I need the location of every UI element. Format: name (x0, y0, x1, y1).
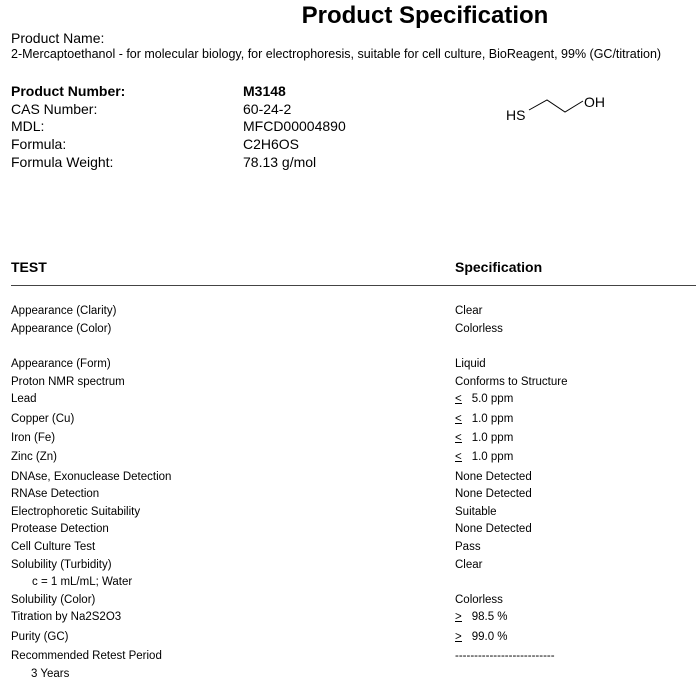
formula-weight-label: Formula Weight: (11, 154, 114, 170)
spec-text: -------------------------- (455, 650, 555, 662)
test-name: 3 Years (31, 668, 70, 680)
spec-text: Liquid (455, 358, 486, 370)
spec-value (455, 323, 503, 335)
spec-text: Conforms to Structure (455, 376, 568, 388)
test-name: Zinc (Zn) (11, 451, 57, 463)
spec-text: 98.5 % (471, 611, 508, 623)
spec-value (455, 432, 513, 444)
structure-oh-label: OH (584, 94, 605, 110)
test-name: Iron (Fe) (11, 432, 56, 444)
less-equal-symbol: < (455, 413, 462, 425)
test-name: RNAse Detection (11, 488, 100, 500)
spec-value (455, 488, 532, 500)
test-column-header: TEST (11, 259, 47, 275)
less-equal-symbol: < (455, 451, 462, 463)
product-name-value: 2-Mercaptoethanol - for molecular biology, for electrophoresis, suitable for cell culture, BioReagent, 99% (GC/titration) (11, 47, 662, 61)
greater-equal-symbol: > (455, 631, 462, 643)
spec-value (455, 594, 503, 606)
test-name: Recommended Retest Period (11, 650, 162, 662)
spec-text: Colorless (455, 594, 503, 606)
test-name: Solubility (Turbidity) (11, 559, 112, 571)
product-name-label: Product Name: (11, 30, 105, 46)
spec-value (455, 611, 508, 623)
spec-value (455, 471, 532, 483)
spec-text: None Detected (455, 471, 532, 483)
structure-hs-label: HS (506, 107, 526, 123)
mdl-label: MDL: (11, 118, 45, 134)
spec-value (455, 523, 532, 535)
test-name: Purity (GC) (11, 631, 69, 643)
formula-value: C2H6OS (243, 136, 300, 152)
spec-value (455, 376, 567, 388)
formula-label: Formula: (11, 136, 67, 152)
less-equal-symbol: < (455, 432, 462, 444)
spec-value (455, 393, 513, 405)
spec-text: Colorless (455, 323, 503, 335)
cas-number-value: 60-24-2 (243, 101, 292, 117)
test-name: Titration by Na2S2O3 (11, 611, 122, 623)
test-name: Electrophoretic Suitability (11, 506, 141, 518)
structure-bonds (529, 100, 583, 112)
test-name: Appearance (Clarity) (11, 305, 117, 317)
test-name: Solubility (Color) (11, 594, 96, 606)
spec-value (455, 506, 497, 518)
spec-text: None Detected (455, 523, 532, 535)
spec-text: 1.0 ppm (471, 413, 514, 425)
product-number-label: Product Number: (11, 83, 126, 99)
spec-value (455, 541, 481, 553)
cas-number-label: CAS Number: (11, 101, 98, 117)
chemical-structure (500, 90, 610, 130)
spec-text: Clear (455, 559, 483, 571)
formula-weight-value: 78.13 g/mol (243, 154, 317, 170)
spec-value (455, 631, 508, 643)
spec-value (455, 305, 482, 317)
spec-value (455, 559, 482, 571)
header-divider (11, 285, 696, 286)
test-name: Lead (11, 393, 37, 405)
spec-text: Suitable (455, 506, 497, 518)
spec-text: 5.0 ppm (471, 393, 514, 405)
test-name: Appearance (Color) (11, 323, 112, 335)
spec-text: 1.0 ppm (471, 432, 514, 444)
test-name: Protease Detection (11, 523, 109, 535)
less-equal-symbol: < (455, 393, 462, 405)
test-name: Appearance (Form) (11, 358, 111, 370)
page-title: Product Specification (301, 2, 549, 29)
spec-text: 99.0 % (471, 631, 508, 643)
spec-value (455, 413, 513, 425)
spec-value (455, 650, 555, 662)
product-number-value: M3148 (243, 83, 286, 99)
mdl-value: MFCD00004890 (243, 118, 346, 134)
test-name: Copper (Cu) (11, 413, 75, 425)
spec-text: None Detected (455, 488, 532, 500)
spec-text: Pass (455, 541, 481, 553)
test-name: Cell Culture Test (11, 541, 96, 553)
test-name: c = 1 mL/mL; Water (32, 576, 133, 588)
test-name: Proton NMR spectrum (11, 376, 125, 388)
test-name: DNAse, Exonuclease Detection (11, 471, 172, 483)
spec-text: 1.0 ppm (471, 451, 514, 463)
spec-text: Clear (455, 305, 483, 317)
spec-column-header: Specification (455, 259, 543, 275)
spec-value (455, 451, 513, 463)
greater-equal-symbol: > (455, 611, 462, 623)
spec-value (455, 358, 486, 370)
